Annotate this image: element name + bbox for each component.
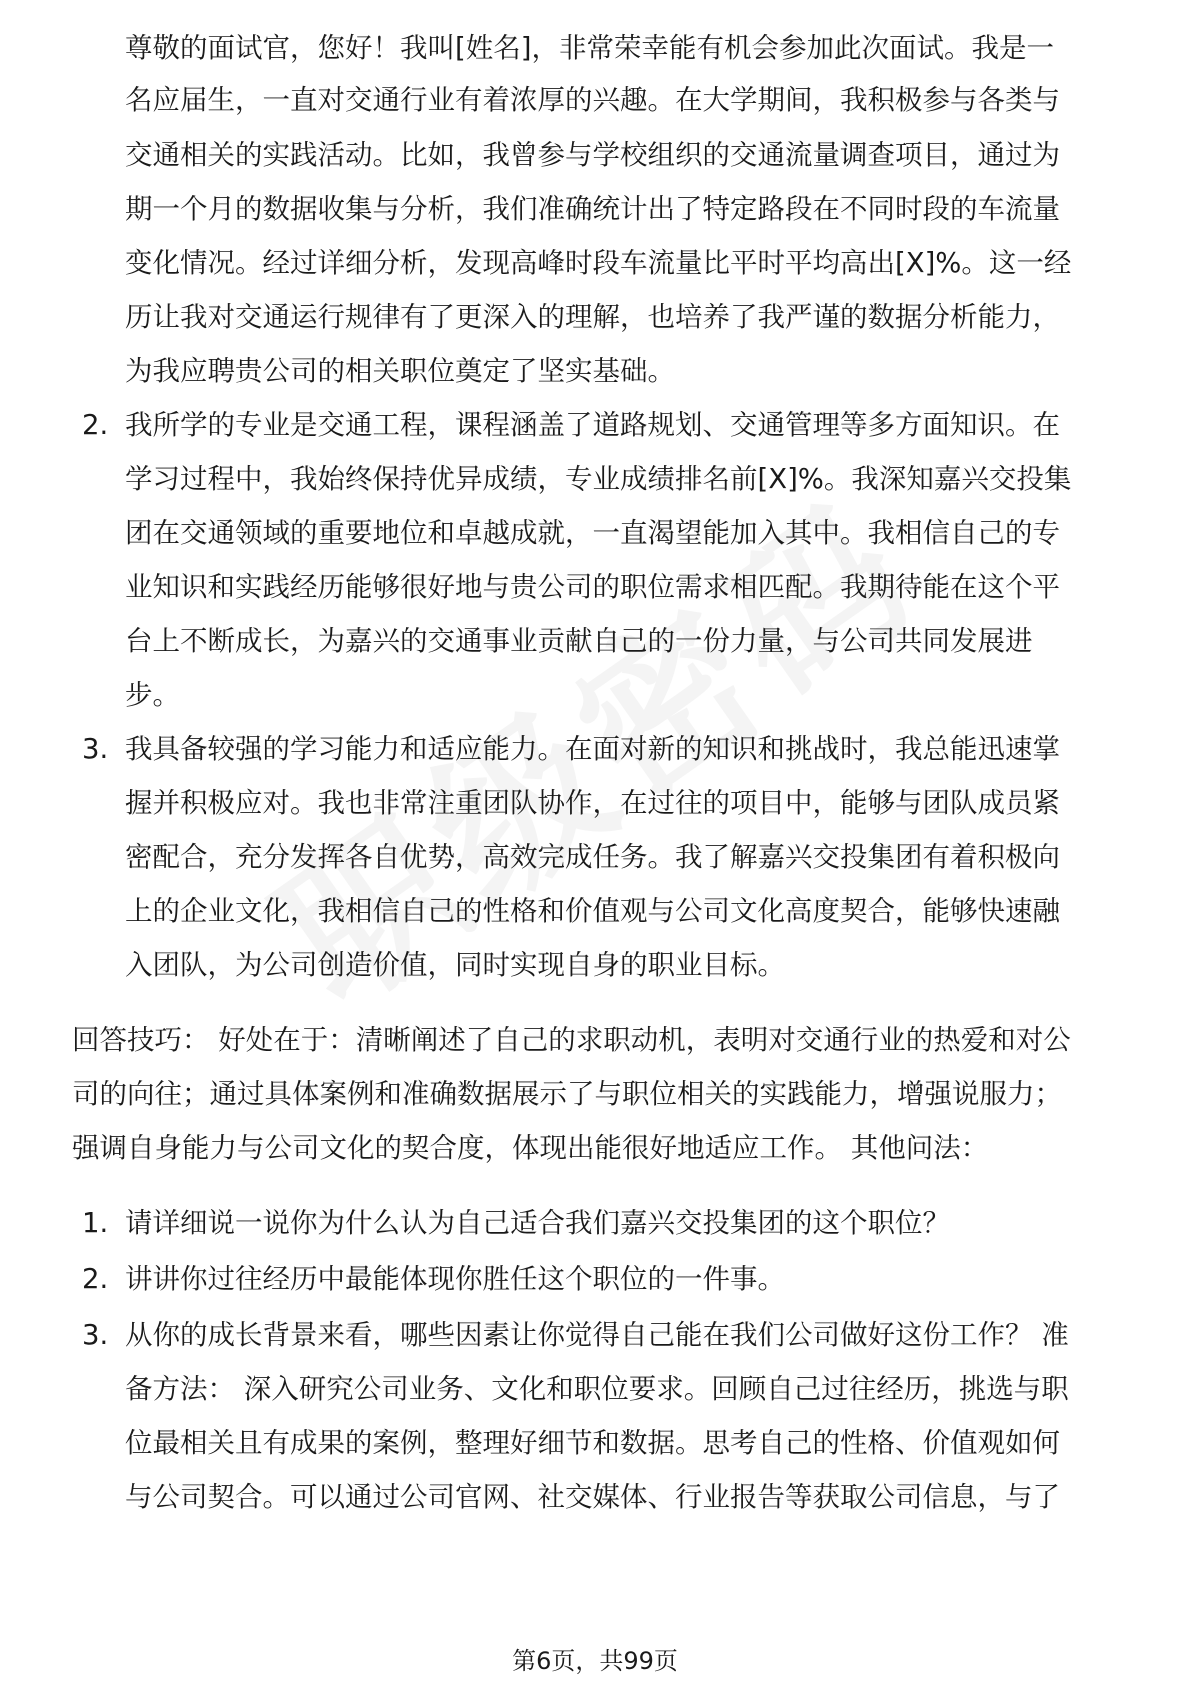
question1-line: 请详细说一说你为什么认为自己适合我们嘉兴交投集团的这个职位？ <box>125 1207 950 1239</box>
question2-line: 讲讲你过往经历中最能体现你胜任这个职位的一件事。 <box>125 1263 785 1295</box>
tips-line: 回答技巧： 好处在于：清晰阐述了自己的求职动机，表明对交通行业的热爱和对公 <box>72 1024 1071 1056</box>
item3-line: 入团队，为公司创造价值，同时实现自身的职业目标。 <box>125 949 785 981</box>
question3-line: 从你的成长背景来看，哪些因素让你觉得自己能在我们公司做好这份工作？ 准 <box>125 1319 1069 1351</box>
question3-number: 3. <box>82 1319 109 1351</box>
item3-line: 密配合，充分发挥各自优势，高效完成任务。我了解嘉兴交投集团有着积极向 <box>125 841 1060 873</box>
question3-line: 位最相关且有成果的案例，整理好细节和数据。思考自己的性格、价值观如何 <box>125 1427 1060 1459</box>
item3-line: 上的企业文化，我相信自己的性格和价值观与公司文化高度契合，能够快速融 <box>125 895 1060 927</box>
item1-line: 为我应聘贵公司的相关职位奠定了坚实基础。 <box>125 355 675 387</box>
item3-line: 我具备较强的学习能力和适应能力。在面对新的知识和挑战时，我总能迅速掌 <box>125 733 1060 765</box>
question3-line: 与公司契合。可以通过公司官网、社交媒体、行业报告等获取公司信息，与了 <box>125 1481 1060 1513</box>
item1-line: 变化情况。经过详细分析，发现高峰时段车流量比平时平均高出[X]%。这一经 <box>125 247 1072 279</box>
item2-number: 2. <box>82 409 109 441</box>
item1-line: 期一个月的数据收集与分析，我们准确统计出了特定路段在不同时段的车流量 <box>125 193 1060 225</box>
item1-line: 交通相关的实践活动。比如，我曾参与学校组织的交通流量调查项目，通过为 <box>125 139 1060 171</box>
question1-number: 1. <box>82 1207 109 1239</box>
tips-line: 司的向往；通过具体案例和准确数据展示了与职位相关的实践能力，增强说服力； <box>72 1078 1062 1110</box>
item2-line: 步。 <box>125 679 180 711</box>
item2-line: 团在交通领域的重要地位和卓越成就，一直渴望能加入其中。我相信自己的专 <box>125 517 1060 549</box>
item2-line: 业知识和实践经历能够很好地与贵公司的职位需求相匹配。我期待能在这个平 <box>125 571 1060 603</box>
item2-line: 学习过程中，我始终保持优异成绩，专业成绩排名前[X]%。我深知嘉兴交投集 <box>125 463 1072 495</box>
item2-line: 我所学的专业是交通工程，课程涵盖了道路规划、交通管理等多方面知识。在 <box>125 409 1060 441</box>
item2-line: 台上不断成长，为嘉兴的交通事业贡献自己的一份力量，与公司共同发展进 <box>125 625 1033 657</box>
page-footer: 第6页，共99页 <box>512 1647 678 1675</box>
item1-line: 历让我对交通运行规律有了更深入的理解，也培养了我严谨的数据分析能力， <box>125 301 1060 333</box>
item1-line: 名应届生，一直对交通行业有着浓厚的兴趣。在大学期间，我积极参与各类与 <box>125 84 1060 116</box>
item3-number: 3. <box>82 733 109 765</box>
item3-line: 握并积极应对。我也非常注重团队协作，在过往的项目中，能够与团队成员紧 <box>125 787 1060 819</box>
question3-line: 备方法： 深入研究公司业务、文化和职位要求。回顾自己过往经历，挑选与职 <box>125 1373 1069 1405</box>
top-cut-line: 尊敬的面试官，您好！我叫[姓名]，非常荣幸能有机会参加此次面试。我是一 <box>125 32 1054 64</box>
question2-number: 2. <box>82 1263 109 1295</box>
tips-line: 强调自身能力与公司文化的契合度，体现出能很好地适应工作。 其他问法： <box>72 1132 989 1164</box>
